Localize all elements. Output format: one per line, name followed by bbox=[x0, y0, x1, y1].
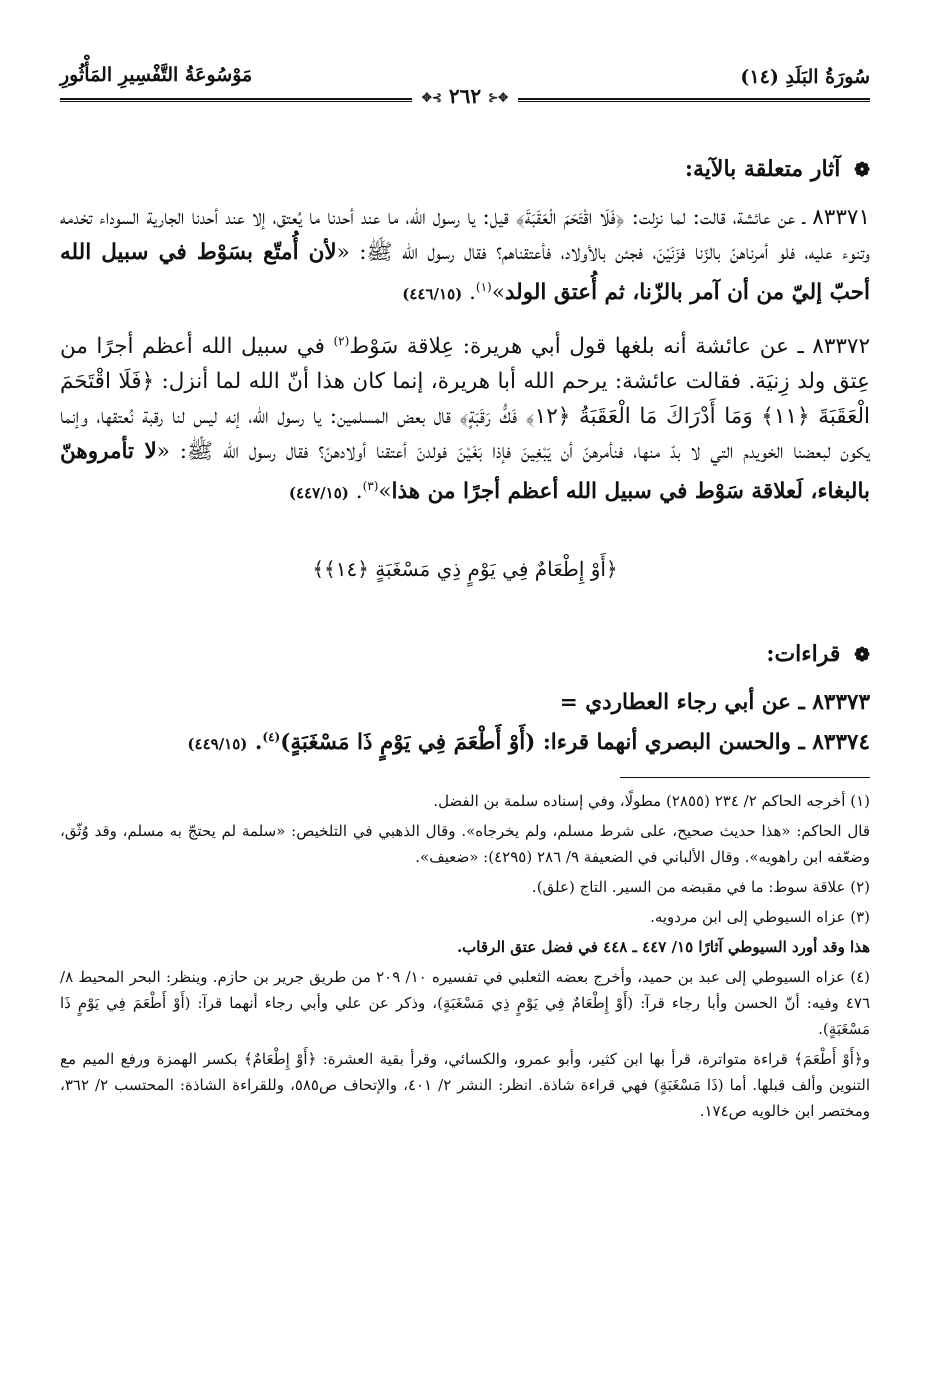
section-heading-athar bbox=[60, 156, 870, 186]
athar-text: . bbox=[348, 479, 363, 505]
athar-text: . bbox=[462, 280, 476, 306]
footnote-note: هذا وقد أورد السيوطي آثارًا ١٥/ ٤٤٧ ـ ٤٤٨ في فضل عتق الرقاب. bbox=[456, 937, 870, 956]
page-number-wrap bbox=[412, 84, 518, 108]
athar-text: ٨٣٣٧٢ ـ عن عائشة أنه بلغها قول أبي هريرة: عِلاقة سَوْط bbox=[349, 334, 871, 360]
ornament-right-icon: ⊱✥ bbox=[488, 90, 509, 105]
ornament-left-icon: ✥⊰ bbox=[421, 90, 442, 105]
athar-83371 bbox=[60, 200, 870, 312]
footnote-mark[interactable]: (٤) bbox=[262, 730, 281, 745]
reference: (٤٤٩/١٥) bbox=[187, 735, 248, 754]
footnote-2: (٢) علاقة سوط: ما في مقبضه من السير. التاج (علق). bbox=[531, 877, 870, 896]
section-heading-text: آثار متعلقة بالآية: bbox=[684, 156, 841, 182]
footnote-4: (٤) عزاه السيوطي إلى عبد بن حميد، وأخرج بعضه الثعلبي في تفسيره ١٠/ ٢٠٩ من طريق جرير بن حازم. وينظر: البحر المحيط ٨/ ٤٧٦ وفيه: أنّ الحسن وأبا رجاء قرآ: (أَوْ إِطْعَامٌ فِي يَوْمٍ ذِي مَسْغَبَةٍ)، وذكر عن علي وأبي رجاء أنهما قرآ: (أَوْ أَطْعَمَ فِي يَوْمٍ ذَا مَسْغَبَةٍ). bbox=[60, 967, 870, 1038]
hadith-text: لأن أُمتّع بسَوْط في سبيل الله أحبّ إليّ من أن آمر بالزّنا، ثم أُعتق الولد bbox=[60, 240, 870, 306]
athar-text: في سبيل الله أعظم أجرًا من عِتق ولد زِنيَة. فقالت عائشة: يرحم الله أبا هريرة، إنما كان هذا أنّ الله لما أنزل: ﴿فَلَا اقْتَحَمَ الْعَقَبَةَ ﴿١١﴾ وَمَا أَدْرَاكَ مَا الْعَقَبَةُ ﴿١٢﴾ فَكُّ رَقَبَةٍ﴾ قال بعض المسلمين: يا رسول الله، إنه ليس لنا رقبة نُعتقها، وإنما يكون لبعضنا الخويدم التي لا بدّ منها، فنأمرهنّ أن يَبْغِينَ فإذا بَغَيْنَ فولدنَ أعتقنا أولادهنّ؟ فقال رسول الله ﷺ: « bbox=[60, 334, 871, 465]
footnote-mark[interactable]: (١) bbox=[475, 280, 492, 294]
flower-icon: ❁ bbox=[854, 159, 870, 181]
page-header bbox=[60, 58, 870, 108]
surah-title: سُورَةُ البَلَدِ (١٤) bbox=[740, 66, 870, 88]
qiraa-text: . bbox=[247, 730, 263, 756]
reference: (٤٤٦/١٥) bbox=[402, 285, 463, 304]
footnote-4-continued: و﴿أَوْ أَطْعَمَ﴾ قراءة متواترة، قرأ بها ابن كثير، وأبو عمرو، والكسائي، وقرأ بقية العشرة: ﴿أَوْ إِطْعَامٌ﴾ بكسر الهمزة ورفع الميم مع التنوين وألف قبلها. أما (ذَا مَسْغَبَةٍ) فهي قراءة شاذة. انظر: النشر ٢/ ٤٠١، والإتحاف ص٥٨٥، وللقراءة الشاذة: المحتسب ٢/ ٣٦٢، ومختصر ابن خالويه ص١٧٤. bbox=[60, 1049, 870, 1120]
footnote-mark[interactable]: (٢) bbox=[333, 334, 350, 349]
athar-83372 bbox=[60, 324, 870, 511]
qiraa-83374 bbox=[60, 720, 870, 762]
footnote-1-continued: قال الحاكم: «هذا حديث صحيح، على شرط مسلم، ولم يخرجاه». وقال الذهبي في التلخيص: «سلمة لم يحتجّ به مسلم، وقد وُثّق، وضعّفه ابن راهويه». وقال الألباني في الضعيفة ٩/ ٢٨٦ (٤٢٩٥): «ضعيف». bbox=[60, 821, 870, 866]
athar-text: ٨٣٣٧١ ـ عن عائشة، قالت: لما نزلت: ﴿فَلَا اقْتَحَمَ الْعَقَبَةَ﴾ قيل: يا رسول الله، ما عند أحدنا ما يُعتق، إلا عند أحدنا الجارية السوداء تخدمه وتنوء عليه، فلو أمرناهنّ بالزّنا فزَنَيْنَ، فجئن بالأولاد، فأعتقناهم؟ فقال رسول الله ﷺ: « bbox=[60, 205, 870, 265]
quran-verse: ﴿أَوْ إِطْعَامٌ فِي يَوْمٍ ذِي مَسْغَبَةٍ ﴿١٤﴾﴾ bbox=[312, 557, 618, 582]
page-number-area bbox=[60, 84, 870, 108]
footnote-1: (١) أخرجه الحاكم ٢/ ٢٣٤ (٢٨٥٥) مطولًا، وفي إسناده سلمة بن الفضل. bbox=[433, 791, 870, 810]
qiraa-83373: ٨٣٣٧٣ ـ عن أبي رجاء العطاردي = bbox=[559, 690, 870, 716]
reference: (٤٤٧/١٥) bbox=[288, 484, 349, 503]
page-number: ٢٦٢ bbox=[448, 84, 482, 108]
section-heading-qiraat bbox=[60, 641, 870, 671]
footnote-3: (٣) عزاه السيوطي إلى ابن مردويه. bbox=[650, 907, 870, 926]
athar-text: » bbox=[378, 479, 392, 505]
athar-text: » bbox=[491, 280, 505, 306]
page bbox=[60, 58, 870, 1368]
flower-icon: ❁ bbox=[854, 644, 870, 667]
hadith-text: لا تأمروهنّ بالبغاء، لَعلاقة سَوْط في سبيل الله أعظم أجرًا من هذا bbox=[60, 439, 870, 505]
footnotes bbox=[60, 788, 870, 1124]
footnote-mark[interactable]: (٣) bbox=[362, 479, 379, 494]
qiraa-text: ٨٣٣٧٤ ـ والحسن البصري أنهما قرءا: (أَوْ أَطْعَمَ فِي يَوْمٍ ذَا مَسْغَبَةٍ) bbox=[280, 730, 870, 756]
footnote-divider bbox=[620, 777, 870, 778]
section-heading-text: قراءات: bbox=[766, 641, 841, 668]
book-title: مَوْسُوعَةُ التَّفْسِيرِ المَأْثُورِ bbox=[60, 64, 253, 86]
